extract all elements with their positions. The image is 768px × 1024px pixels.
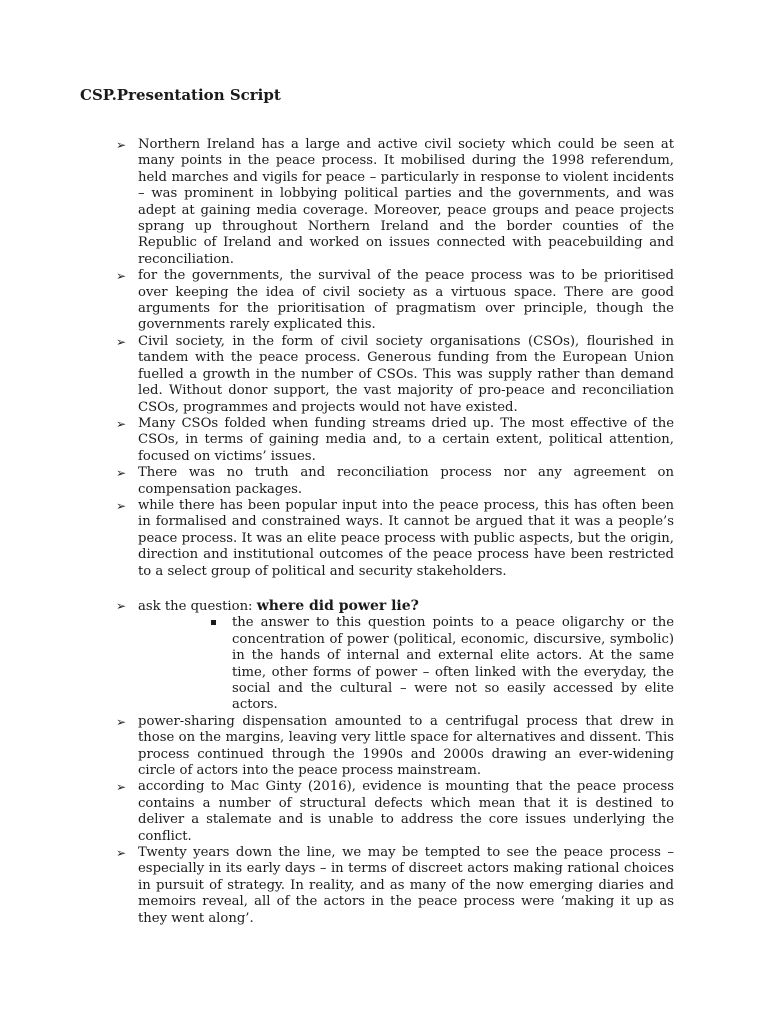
arrow-bullet-icon: ➢ xyxy=(116,498,127,513)
item-text: for the governments, the survival of the peace process was to be prioritised over keeping the idea of civil society as a virtuous space. There are good arguments for the prioritisation of pragmatism over principle, though the governments rarely explicated this. xyxy=(138,268,674,333)
item-text: according to Mac Ginty (2016), evidence is mounting that the peace process contains a number of structural defects which mean that it is destined to deliver a stalemate and is unable to address the core issues underlying the conflict. xyxy=(138,779,674,844)
arrow-bullet-icon: ➢ xyxy=(116,269,127,284)
list-item xyxy=(0,779,674,845)
list-item xyxy=(0,845,674,927)
list-item xyxy=(0,334,674,416)
answer-text: the answer to this question points to a peace oligarchy or the concentration of power (political, economic, discursive, symbolic) in the hands of internal and external elite actors. At the same time, other forms of power – often linked with the everyday, the social and the cultural – were not so easily accessed by elite actors. xyxy=(232,615,674,713)
list-item xyxy=(0,465,674,498)
item-text: Civil society, in the form of civil society organisations (CSOs), flourished in tandem with the peace process. Generous funding from the European Union fuelled a growth in the number of CSOs. This was supply rather than demand led. Without donor support, the vast majority of pro-peace and reconciliation CSOs, programmes and projects would not have existed. xyxy=(138,333,674,415)
arrow-bullet-icon: ➢ xyxy=(116,138,127,152)
item-text: Many CSOs folded when funding streams dried up. The most effective of the CSOs, in terms of gaining media and, to a certain extent, political attention, focused on victims’ issues. xyxy=(138,415,674,464)
arrow-bullet-icon: ➢ xyxy=(116,846,127,861)
list-item xyxy=(0,268,674,334)
arrow-bullet-icon: ➢ xyxy=(116,780,127,795)
question-prefix: ask the question: xyxy=(138,598,257,614)
list-item xyxy=(0,714,674,780)
item-text: power-sharing dispensation amounted to a centrifugal process that drew in those on the margins, leaving very little space for alternatives and dissent. This process continued through the 1990s and 2000s drawing an ever-widening circle of actors into the peace process mainstream. xyxy=(138,713,674,779)
item-text: Twenty years down the line, we may be tempted to see the peace process – especially in its early days – in terms of discreet actors making rational choices in pursuit of strategy. In reality, and as many of the now emerging diaries and memoirs reveal, all of the actors in the peace process were ‘making it up as they went along’. xyxy=(138,845,674,926)
page-title: CSP.Presentation Script xyxy=(80,86,281,104)
arrow-bullet-icon: ➢ xyxy=(116,714,127,729)
question-emphasis: where did power lie? xyxy=(256,597,419,614)
arrow-bullet-icon: ➢ xyxy=(116,416,127,431)
sub-list-item xyxy=(0,615,674,713)
list-item xyxy=(0,498,674,580)
list-item xyxy=(0,416,674,465)
square-bullet-icon xyxy=(211,620,216,625)
list-item xyxy=(0,137,674,268)
arrow-bullet-icon: ➢ xyxy=(116,466,127,481)
item-text: Northern Ireland has a large and active civil society which could be seen at many points in the peace process. It mobilised during the 1998 referendum, held marches and vigils for peace – particularly in response to violent incidents – was prominent in lobbying political parties and the governments, and was adept at gaining media coverage. Moreover, peace groups and peace projects sprang up throughout Northern Ireland and the border counties of the Republic of Ireland and worked on issues connected with peacebuilding and reconciliation. xyxy=(138,137,674,267)
bullet-list xyxy=(0,137,768,927)
arrow-bullet-icon: ➢ xyxy=(116,598,127,613)
paragraph-gap xyxy=(0,580,768,598)
arrow-bullet-icon: ➢ xyxy=(116,334,127,349)
question-item xyxy=(0,598,674,615)
item-text: There was no truth and reconciliation process nor any agreement on compensation packages. xyxy=(138,465,674,497)
item-text: while there has been popular input into the peace process, this has often been in formalised and constrained ways. It cannot be argued that it was a people’s peace process. It was an elite peace process with public aspects, but the origin, direction and institutional outcomes of the peace process have been restricted to a select group of political and security stakeholders. xyxy=(138,497,674,579)
